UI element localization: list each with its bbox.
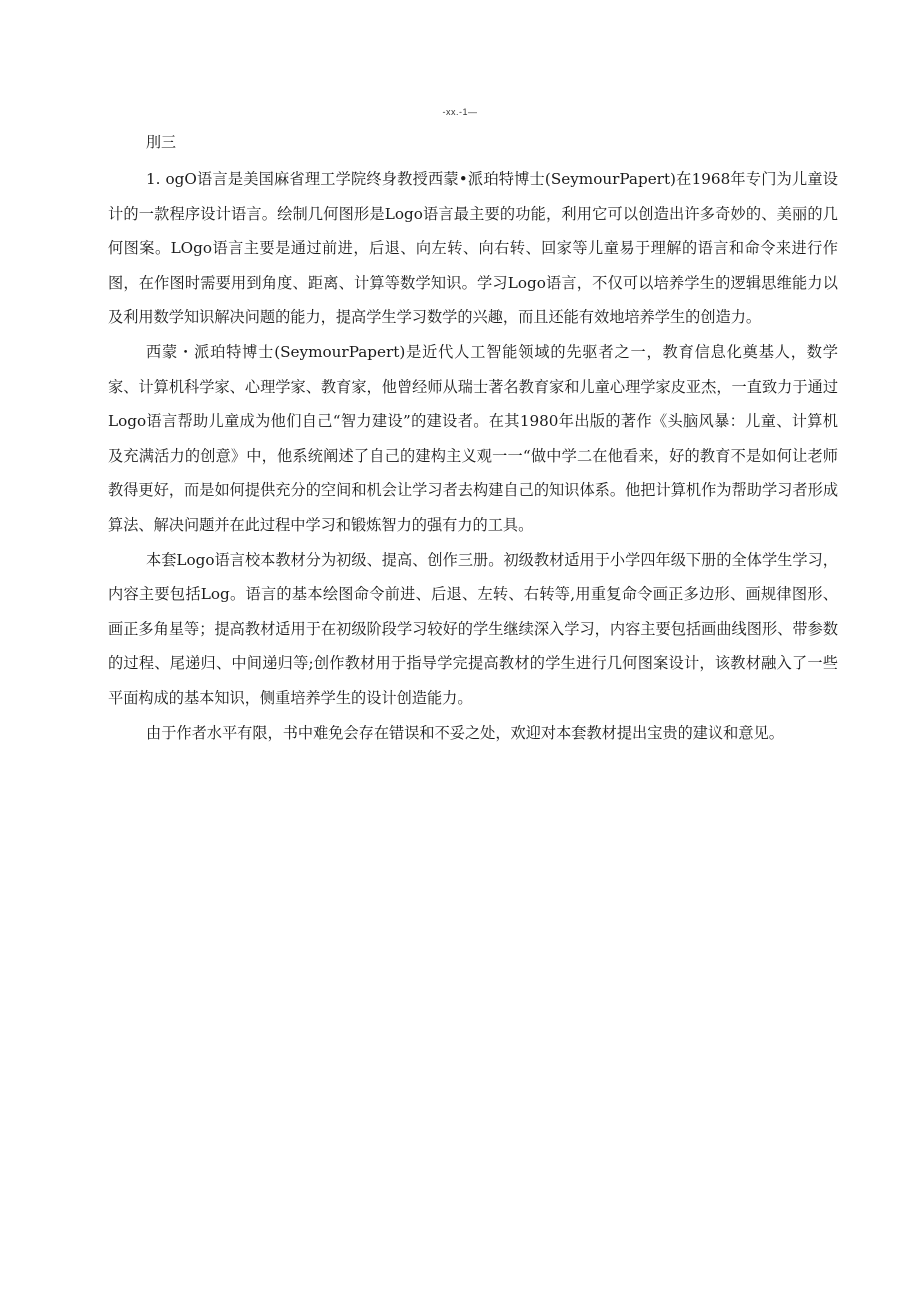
- paragraph-textbook-series: 本套Logo语言校本教材分为初级、提高、创作三册。初级教材适用于小学四年级下册的全体学生学习，内容主要包括Log。语言的基本绘图命令前进、后退、左转、右转等,用重复命令画正多边形、画规律图形、画正多角星等；提高教材适用于在初级阶段学习较好的学生继续深入学习，内容主要包括画曲线图形、带参数的过程、尾递归、中间递归等;创作教材用于指导学完提高教材的学生进行几何图案设计，该教材融入了一些平面构成的基本知识，侧重培养学生的设计创造能力。: [108, 550, 838, 707]
- document-body: [108, 128, 838, 750]
- page-header-mark: -xx.-1—: [442, 107, 478, 117]
- section-heading: 刖三: [146, 133, 177, 151]
- paragraph-intro: 1. ogO语言是美国麻省理工学院终身教授西蒙•派珀特博士(SeymourPapert)在1968年专门为儿童设计的一款程序设计语言。绘制几何图形是Logo语言最主要的功能，利用它可以创造出许多奇妙的、美丽的几何图案。LOgo语言主要是通过前进，后退、向左转、向右转、回家等儿童易于理解的语言和命令来进行作图，在作图时需要用到角度、距离、计算等数学知识。学习Logo语言，不仅可以培养学生的逻辑思维能力以及利用数学知识解决问题的能力，提高学生学习数学的兴趣，而且还能有效地培养学生的创造力。: [108, 170, 838, 327]
- paragraph-papert: 西蒙・派珀特博士(SeymourPapert)是近代人工智能领域的先驱者之一，教育信息化奠基人，数学家、计算机科学家、心理学家、教育家，他曾经师从瑞士著名教育家和儿童心理学家皮亚杰，一直致力于通过Logo语言帮助儿童成为他们自己“智力建设”的建设者。在其1980年出版的著作《头脑风暴：儿童、计算机及充满活力的创意》中，他系统阐述了自己的建构主义观一一“做中学二在他看来，好的教育不是如何让老师教得更好，而是如何提供充分的空间和机会让学习者去构建自己的知识体系。他把计算机作为帮助学习者形成算法、解决问题并在此过程中学习和锻炼智力的强有力的工具。: [108, 342, 838, 534]
- paragraph-closing: 由于作者水平有限，书中难免会存在错误和不妥之处，欢迎对本套教材提出宝贵的建议和意见。: [146, 723, 784, 742]
